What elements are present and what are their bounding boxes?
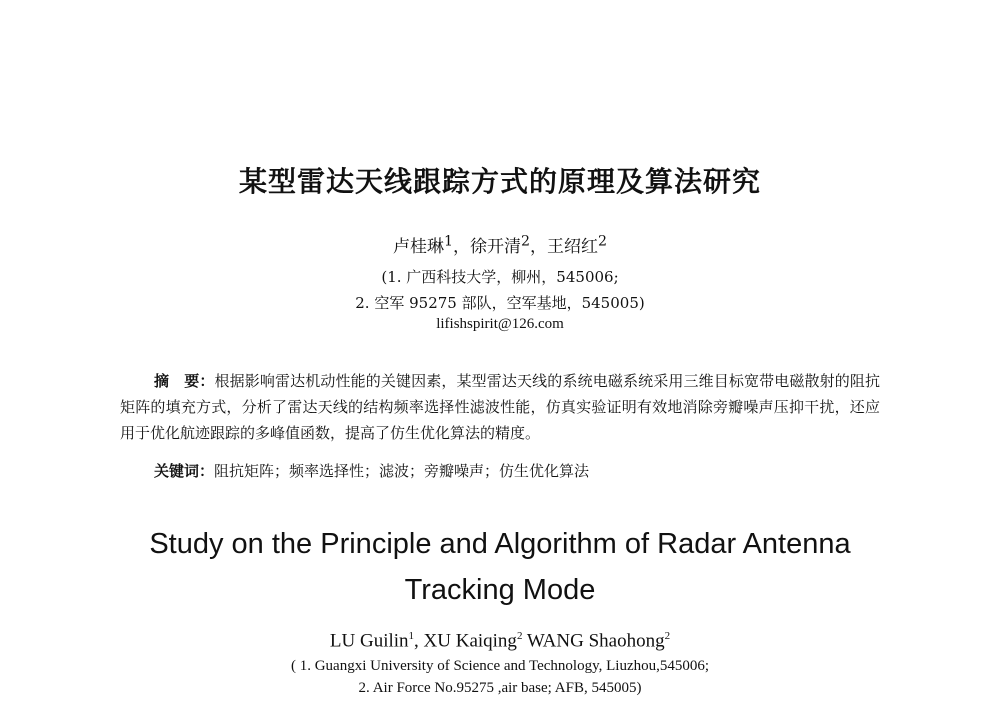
abstract-text: 根据影响雷达机动性能的关键因素，某型雷达天线的系统电磁系统采用三维目标宽带电磁散射的阻抗矩阵的填充方式，分析了雷达天线的结构频率选择性滤波性能，仿真实验证明有效地消除旁瓣噪声压抑干扰，还应用于优化航迹跟踪的多峰值函数，提高了仿生优化算法的精度。	[120, 372, 880, 442]
keywords-text: 阻抗矩阵；频率选择性；滤波；旁瓣噪声；仿生优化算法	[214, 462, 590, 480]
en-author-3: WANG Shaohong	[526, 630, 665, 652]
english-affiliation-2: 2. Air Force No.95275 ,air base; AFB, 545005)	[358, 680, 642, 696]
author-separator: ，	[530, 237, 547, 257]
english-title	[0, 521, 1000, 613]
keywords-label: 关键词：	[154, 462, 215, 480]
chinese-affiliation-1: (1. 广西科技大学，柳州，545006;	[381, 268, 619, 286]
chinese-abstract	[120, 368, 880, 446]
en-author-3-affil-mark: 2	[664, 630, 671, 642]
english-affiliation-1: ( 1. Guangxi University of Science and Technology, Liuzhou,545006;	[290, 658, 710, 674]
en-author-1: LU Guilin	[329, 630, 409, 652]
author-separator: ，	[452, 237, 470, 257]
english-authors	[0, 630, 1000, 652]
author-2: 徐开清	[469, 237, 521, 257]
author-1: 卢桂琳	[392, 237, 444, 257]
chinese-affiliation-2: 2. 空军 95275 部队，空军基地，545005)	[355, 294, 645, 312]
en-author-2-affil-mark: 2	[516, 630, 523, 642]
author-2-affil-mark: 2	[520, 233, 530, 250]
chinese-authors	[0, 232, 1000, 257]
author-email: lifishspirit@126.com	[436, 316, 564, 332]
author-1-affil-mark: 1	[443, 233, 453, 250]
en-author-2: XU Kaiqing	[423, 630, 517, 652]
author-3-affil-mark: 2	[598, 233, 608, 250]
abstract-label: 摘 要：	[154, 372, 215, 390]
en-author-1-affil-mark: 1	[408, 630, 415, 642]
english-title-line-1: Study on the Principle and Algorithm of Radar Antenna	[149, 528, 851, 560]
author-3: 王绍红	[547, 237, 598, 257]
english-title-line-2: Tracking Mode	[404, 574, 596, 606]
chinese-keywords	[154, 460, 874, 481]
en-author-separator: ,	[414, 630, 424, 652]
chinese-title: 某型雷达天线跟踪方式的原理及算法研究	[238, 165, 761, 198]
